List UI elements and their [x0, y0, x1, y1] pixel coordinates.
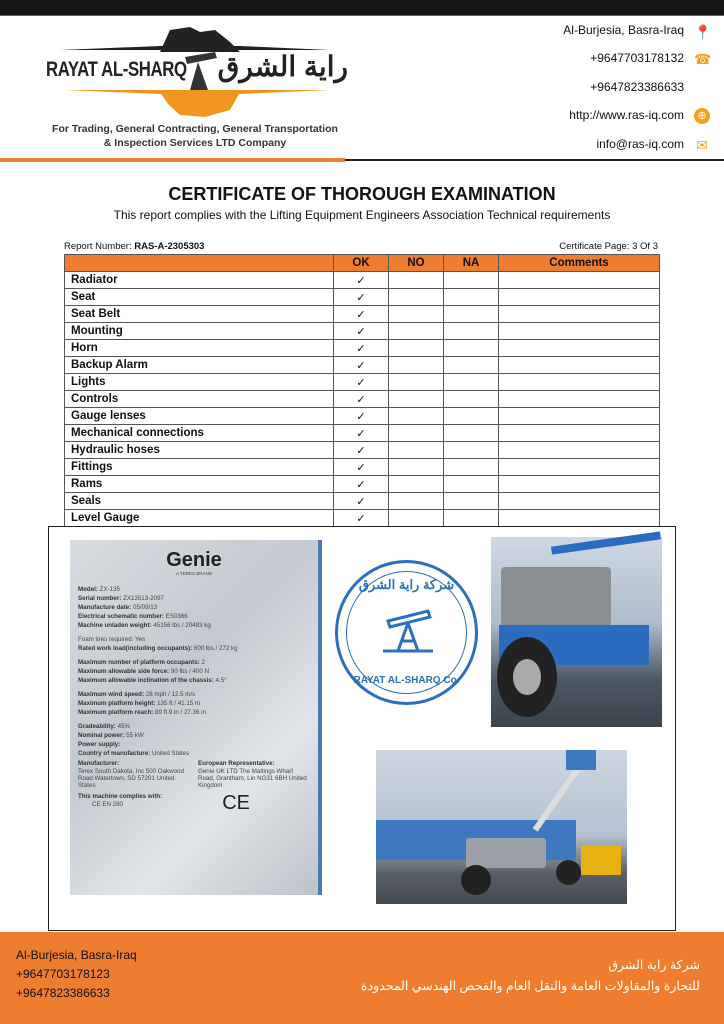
ok-check: ✓: [334, 272, 389, 289]
no-cell: [389, 442, 444, 459]
table-row: [65, 323, 660, 340]
item-name: Seat Belt: [65, 306, 334, 323]
item-name: Hydraulic hoses: [65, 442, 334, 459]
aerial-lift-photo-side: [491, 537, 662, 727]
ok-check: ✓: [334, 357, 389, 374]
col-item: [65, 255, 334, 272]
ok-check: ✓: [334, 459, 389, 476]
table-row: [65, 289, 660, 306]
ok-check: ✓: [334, 510, 389, 527]
header-divider-black: [345, 159, 724, 161]
table-row: [65, 357, 660, 374]
plate-line: Maximum allowable inclination of the chassis: 4.5°: [78, 677, 227, 684]
plate-line: Maximum number of platform occupants: 2: [78, 659, 205, 666]
no-cell: [389, 272, 444, 289]
plate-line: Maximum platform reach: 89 ft 9 in / 27.36 m: [78, 709, 207, 716]
plate-line: Foam tires required: Yes: [78, 636, 146, 643]
envelope-icon: ✉: [696, 137, 708, 153]
table-row: [65, 272, 660, 289]
plate-line: Nominal power: 55 kW: [78, 732, 144, 739]
ok-check: ✓: [334, 323, 389, 340]
machine-data-plate-photo: Genie A TEREX BRAND Model: ZX-135 Serial number: ZX13513-2097 Manufacture date: 05/09/13 Electrical schematic number: ES0366 Machine unladen weight: 45156 lbs / 20483 kg Foam tires required: Yes Rated work load(including occupants): 600 lbs / 272 kg Maximum number of platform occupants: 2 Maximum allowable side force: 90 lbs / 400 N Maximum allowable inclination of the chassis: 4.5° Maximum wind speed: 28 mph / 12.5 m/s Maximum platform height: 135 ft / 41.15 m Maximum platform reach: 89 ft 9 in / 27.36 m Gradeability: 45% Nominal power: 55 kW Power supply: Country of manufacture: United States Manufacturer: Terex South Dakota, Inc 500 Oakwood Road Watertown, SD 57201 United States European Representative: Genie UK LTD The Maltings Wharf Road, Grantham, Lin NG31 6BH United Kingdom This machine complies with: CE EN 280 CE: [70, 540, 322, 895]
company-stamp: شركة راية الشرق RAYAT AL-SHARQ Co.: [335, 560, 478, 705]
no-cell: [389, 374, 444, 391]
na-cell: [444, 459, 499, 476]
contact-website[interactable]: http://www.ras-iq.com: [569, 108, 684, 122]
table-row: [65, 442, 660, 459]
na-cell: [444, 374, 499, 391]
comments-cell: [499, 459, 660, 476]
col-no: NO: [389, 255, 444, 272]
comments-cell: [499, 408, 660, 425]
col-comments: Comments: [499, 255, 660, 272]
ok-check: ✓: [334, 408, 389, 425]
item-name: Controls: [65, 391, 334, 408]
comments-cell: [499, 323, 660, 340]
no-cell: [389, 323, 444, 340]
certificate-subtitle: This report complies with the Lifting Equipment Engineers Association Technical requirements: [113, 208, 611, 222]
comments-cell: [499, 510, 660, 527]
comments-cell: [499, 289, 660, 306]
item-name: Rams: [65, 476, 334, 493]
no-cell: [389, 425, 444, 442]
na-cell: [444, 493, 499, 510]
plate-line: Model: ZX-135: [78, 586, 120, 593]
plate-line: Country of manufacture: United States: [78, 750, 190, 757]
ok-check: ✓: [334, 289, 389, 306]
plate-line: Power supply:: [78, 741, 121, 748]
footer-contact: Al-Burjesia, Basra-Iraq +9647703178123 +9647823386633: [16, 948, 137, 1000]
plate-line: Machine unladen weight: 45156 lbs / 20483 kg: [78, 622, 211, 629]
table-row: [65, 391, 660, 408]
no-cell: [389, 493, 444, 510]
na-cell: [444, 272, 499, 289]
comments-cell: [499, 476, 660, 493]
no-cell: [389, 340, 444, 357]
telephone-icon: ☎: [694, 51, 712, 67]
report-number: Report Number: RAS-A-2305303: [64, 241, 205, 252]
footer-arabic-name: شركة راية الشرق للتجارة والمقاولات العامة والنقل العام والفحص الهندسي المحدودة: [361, 958, 700, 993]
na-cell: [444, 510, 499, 527]
plate-line: Maximum allowable side force: 90 lbs / 400 N: [78, 668, 210, 675]
no-cell: [389, 459, 444, 476]
table-row: [65, 408, 660, 425]
contact-email[interactable]: info@ras-iq.com: [596, 137, 684, 151]
na-cell: [444, 289, 499, 306]
ok-check: ✓: [334, 306, 389, 323]
item-name: Mounting: [65, 323, 334, 340]
col-ok: OK: [334, 255, 389, 272]
plate-line: Manufacture date: 05/09/13: [78, 604, 158, 611]
comments-cell: [499, 425, 660, 442]
no-cell: [389, 476, 444, 493]
ok-check: ✓: [334, 374, 389, 391]
plate-line: Maximum platform height: 135 ft / 41.15 m: [78, 700, 201, 707]
plate-line: Electrical schematic number: ES0366: [78, 613, 188, 620]
company-logo: RAYAT AL-SHARQ راية الشرق: [40, 22, 350, 122]
ok-check: ✓: [334, 442, 389, 459]
no-cell: [389, 408, 444, 425]
company-tagline: For Trading, General Contracting, General Transportation & Inspection Services LTD Company: [52, 123, 338, 149]
no-cell: [389, 289, 444, 306]
item-name: Seat: [65, 289, 334, 306]
ok-check: ✓: [334, 391, 389, 408]
comments-cell: [499, 493, 660, 510]
col-na: NA: [444, 255, 499, 272]
contact-phone-1: +9647703178132: [590, 51, 684, 65]
table-row: [65, 374, 660, 391]
item-name: Horn: [65, 340, 334, 357]
item-name: Gauge lenses: [65, 408, 334, 425]
na-cell: [444, 476, 499, 493]
item-name: Mechanical connections: [65, 425, 334, 442]
certificate-page: Certificate Page: 3 Of 3: [559, 241, 658, 252]
comments-cell: [499, 374, 660, 391]
comments-cell: [499, 391, 660, 408]
no-cell: [389, 357, 444, 374]
item-name: Lights: [65, 374, 334, 391]
table-row: [65, 476, 660, 493]
no-cell: [389, 306, 444, 323]
item-name: Level Gauge: [65, 510, 334, 527]
ok-check: ✓: [334, 476, 389, 493]
na-cell: [444, 323, 499, 340]
na-cell: [444, 425, 499, 442]
certificate-title: CERTIFICATE OF THOROUGH EXAMINATION: [168, 184, 556, 204]
table-row: [65, 340, 660, 357]
no-cell: [389, 510, 444, 527]
item-name: Backup Alarm: [65, 357, 334, 374]
comments-cell: [499, 442, 660, 459]
ce-mark: CE: [222, 792, 250, 814]
top-bar: [0, 0, 724, 16]
table-row: [65, 510, 660, 527]
plate-line: Rated work load(including occupants): 600 lbs / 272 kg: [78, 645, 238, 652]
na-cell: [444, 442, 499, 459]
item-name: Fittings: [65, 459, 334, 476]
comments-cell: [499, 340, 660, 357]
inspection-table: [64, 254, 660, 527]
comments-cell: [499, 306, 660, 323]
no-cell: [389, 391, 444, 408]
na-cell: [444, 340, 499, 357]
table-row: [65, 459, 660, 476]
contact-phone-2: +9647823386633: [590, 80, 684, 94]
na-cell: [444, 357, 499, 374]
table-row: [65, 425, 660, 442]
item-name: Radiator: [65, 272, 334, 289]
item-name: Seals: [65, 493, 334, 510]
plate-line: Maximum wind speed: 28 mph / 12.5 m/s: [78, 691, 196, 698]
na-cell: [444, 408, 499, 425]
contact-address: Al-Burjesia, Basra-Iraq: [563, 23, 684, 37]
table-row: [65, 493, 660, 510]
ok-check: ✓: [334, 425, 389, 442]
na-cell: [444, 306, 499, 323]
comments-cell: [499, 272, 660, 289]
aerial-lift-photo-full: [376, 750, 627, 904]
ok-check: ✓: [334, 493, 389, 510]
header-divider-orange: [0, 158, 345, 162]
globe-icon: ⊕: [694, 108, 710, 124]
location-pin-icon: 📍: [694, 24, 712, 40]
table-row: [65, 306, 660, 323]
plate-line: Gradeability: 45%: [78, 723, 130, 730]
ok-check: ✓: [334, 340, 389, 357]
na-cell: [444, 391, 499, 408]
plate-line: Serial number: ZX13513-2097: [78, 595, 165, 602]
comments-cell: [499, 357, 660, 374]
